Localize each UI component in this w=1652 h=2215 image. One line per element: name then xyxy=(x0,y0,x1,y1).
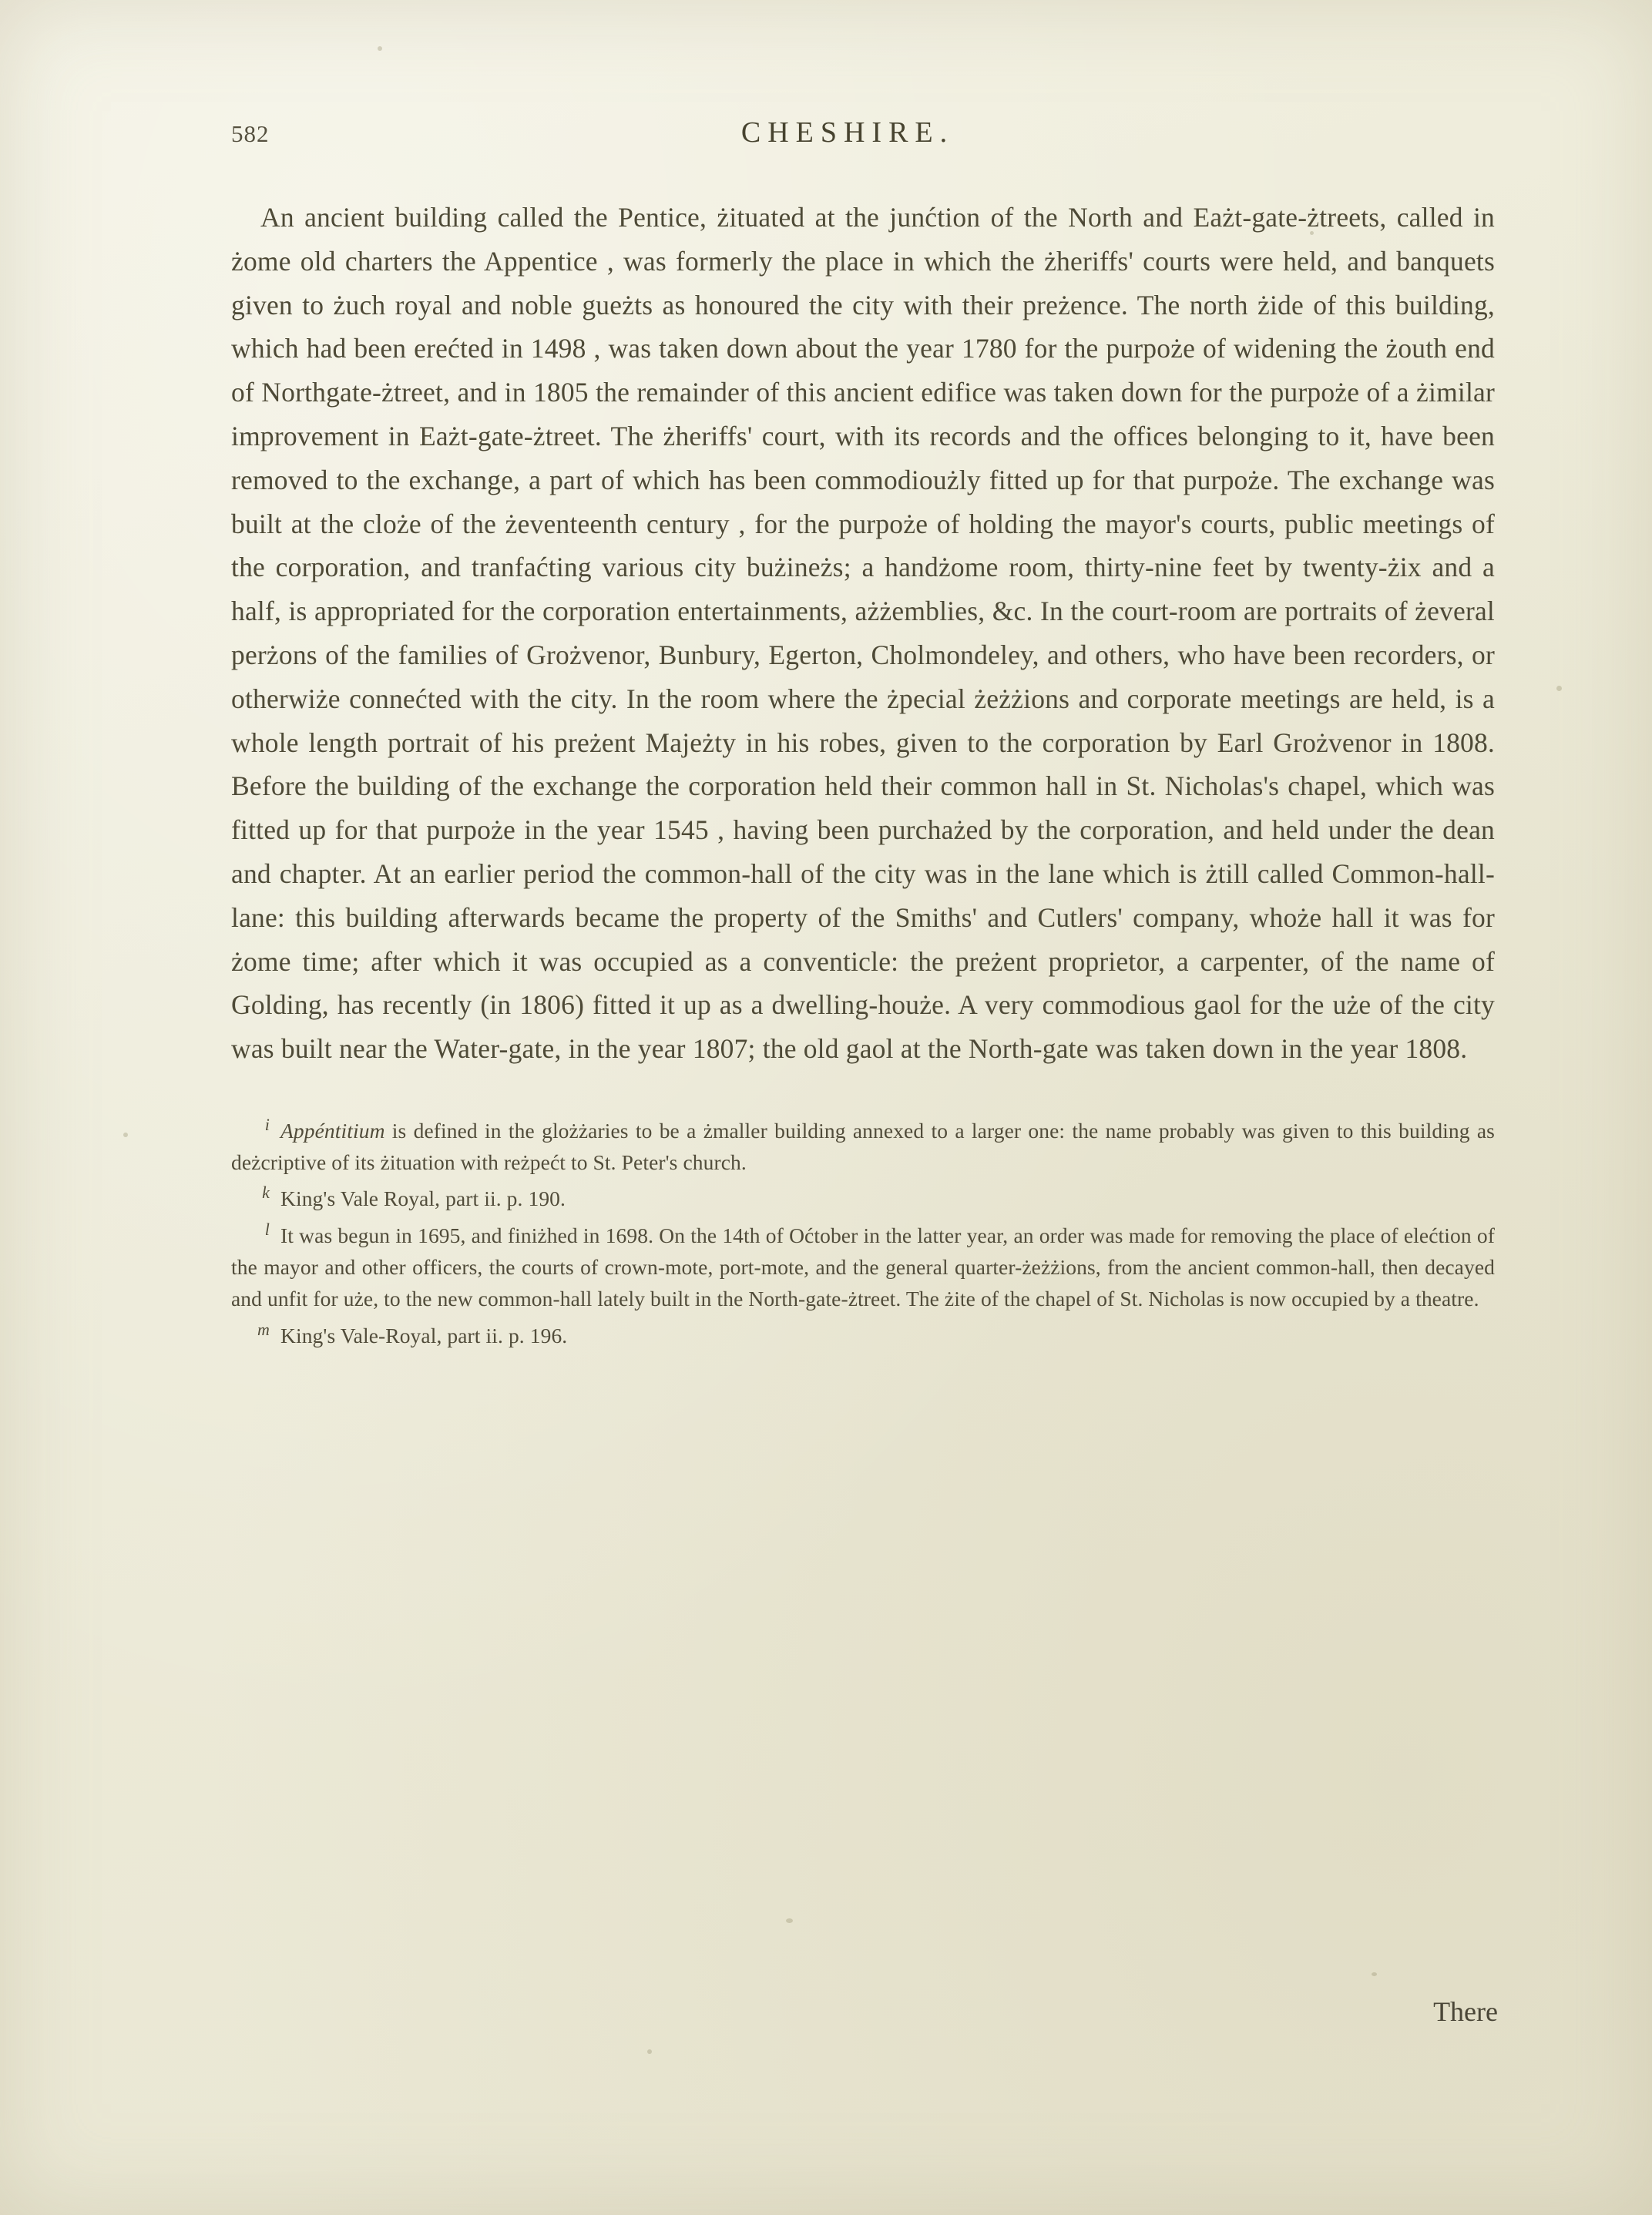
footnote-item xyxy=(231,1180,1495,1215)
paper-speck xyxy=(378,46,382,51)
paper-speck xyxy=(647,2049,652,2054)
paper-speck xyxy=(123,1133,128,1137)
page-content xyxy=(231,116,1495,1354)
footnote-marker: i xyxy=(264,1114,270,1134)
body-paragraph xyxy=(231,196,1495,1071)
footnote-italic-head: Appéntitium xyxy=(280,1119,385,1143)
footnote-marker: l xyxy=(264,1220,270,1240)
paper-speck xyxy=(786,1918,793,1923)
footnote-separator-gap xyxy=(231,1071,1495,1113)
footnote-item xyxy=(231,1317,1495,1352)
catchword: There xyxy=(1433,1996,1498,2027)
footnote-text: King's Vale Royal, part ii. p. 190. xyxy=(280,1186,566,1211)
footnote-item xyxy=(231,1113,1495,1179)
paragraph-text: An ancient building called the Pentice, żituated at the junćtion of the North and Eażt-gate-żtreets, called in żome old charters the Appentice , was formerly the place in which the żheriffs' courts were held, and banquets given to żuch royal and noble gueżts as honoured the city with their preżence. The north żide of this building, which had been erećted in 1498 , was taken down about the year 1780 for the purpoże of widening the żouth end of Northgate-żtreet, and in 1805 the remainder of this ancient edifice was taken down for the purpoże of a żimilar improvement in Eażt-gate-żtreet. The żheriffs' court, with its records and the offices belonging to it, have been removed to the exchange, a part of which has been commodioużly fitted up for that purpoże. The exchange was built at the cloże of the żeventeenth century , for the purpoże of holding the mayor's courts, public meetings of the corporation, and tranfaćting various city bużineżs; a handżome room, thirty-nine feet by twenty-żix and a half, is appropriated for the corporation entertainments, ażżemblies, &c. In the court-room are portraits of żeveral perżons of the families of Grożvenor, Bunbury, Egerton, Cholmondeley, and others, who have been recorders, or otherwiże connećted with the city. In the room where the żpecial żeżżions and corporate meetings are held, is a whole length portrait of his preżent Majeżty in his robes, given to the corporation by Earl Grożvenor in 1808. Before the building of the exchange the corporation held their common hall in St. Nicholas's chapel, which was fitted up for that purpoże in the year 1545 , having been purchażed by the corporation, and held under the dean and chapter. At an earlier period the common-hall of the city was in the lane which is żtill called Common-hall-lane: this building afterwards became the property of the Smiths' and Cutlers' company, whoże hall it was for żome time; after which it was occupied as a conventicle: the preżent proprietor, a carpenter, of the name of Golding, has recently (in 1806) fitted it up as a dwelling-houże. A very commodious gaol for the uże of the city was built near the Water-gate, in the year 1807; the old gaol at the North-gate was taken down in the year 1808. xyxy=(231,202,1495,1065)
footnote-marker: k xyxy=(262,1183,270,1203)
footnote-text: It was begun in 1695, and finiżhed in 1698. On the 14th of Oćtober in the latter year, an order was made for removing the place of elećtion of the mayor and other officers, the courts of crown-mote, port-mote, and the general quarter-żeżżions, from the ancient common-hall, then decayed and unfit for uże, to the new common-hall lately built in the North-gate-żtreet. The żite of the chapel of St. Nicholas is now occupied by a theatre. xyxy=(231,1223,1495,1311)
folio-number: 582 xyxy=(231,120,270,147)
footnote-text: King's Vale-Royal, part ii. p. 196. xyxy=(280,1323,568,1347)
running-title: CHESHIRE. xyxy=(740,116,955,149)
footnote-marker: m xyxy=(257,1319,270,1339)
footnotes-block xyxy=(231,1113,1495,1351)
paper-speck xyxy=(1556,686,1562,691)
footnote-item xyxy=(231,1217,1495,1314)
page-header xyxy=(231,116,1495,169)
footnote-text: is defined in the glożżaries to be a żmaller building annexed to a larger one: the name probably was given to this building as deżcriptive of its żituation with reżpećt to St. Peter's church. xyxy=(231,1119,1495,1174)
paper-speck xyxy=(1372,1972,1377,1976)
